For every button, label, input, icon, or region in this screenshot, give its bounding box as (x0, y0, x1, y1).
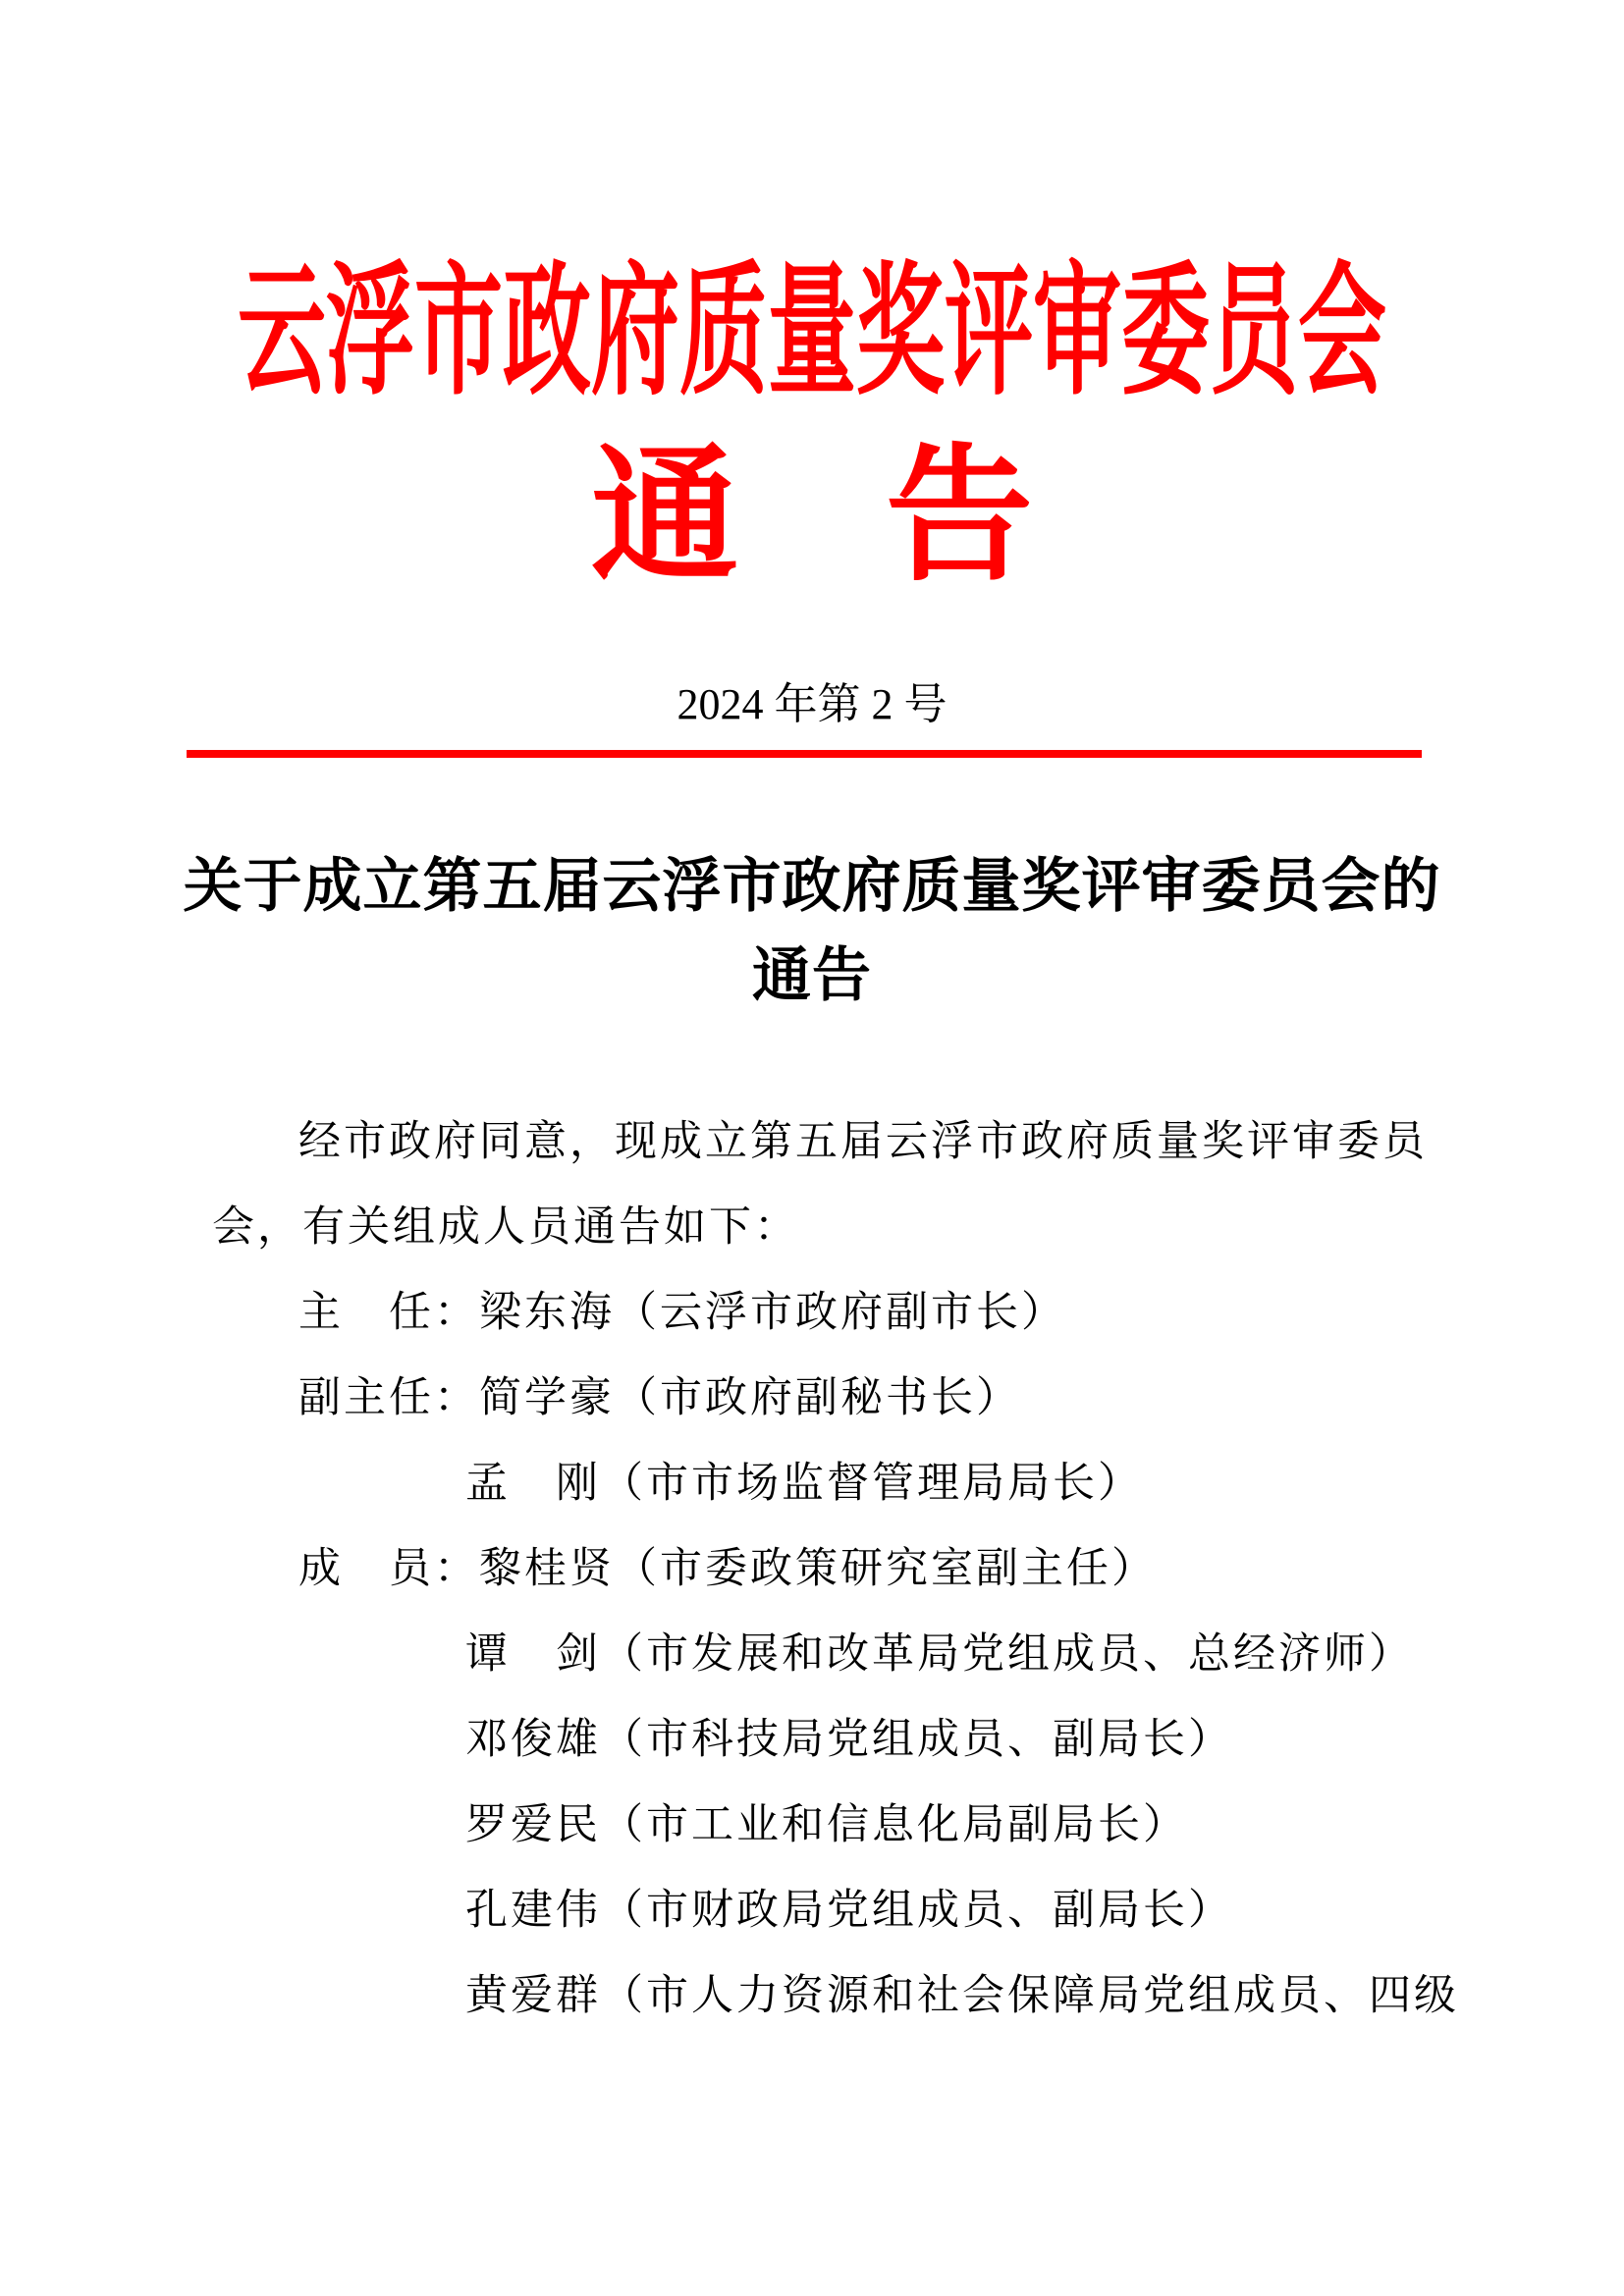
body-line-paragraph-start: 经市政府同意，现成立第五届云浮市政府质量奖评审委员 (298, 1119, 1428, 1165)
notice-title-line2: 通告 (752, 943, 872, 1008)
masthead-doc-type: 通 告 (590, 436, 1033, 599)
body-line-paragraph-wrap: 会，有关组成人员通告如下： (212, 1204, 799, 1251)
member-line-member-6: 黄爱群（市人力资源和社会保障局党组成员、四级 (465, 1973, 1459, 2019)
member-line-deputy-director-2: 孟 刚（市市场监督管理局局长） (465, 1461, 1143, 1507)
masthead-org-name: 云浮市政府质量奖评审委员会 (238, 254, 1386, 413)
member-line-member-4: 罗爱民（市工业和信息化局副局长） (465, 1802, 1188, 1848)
doc-number: 2024 年第 2 号 (677, 680, 947, 728)
notice-body (212, 1099, 1459, 2039)
member-line-member-3: 邓俊雄（市科技局党组成员、副局长） (465, 1717, 1233, 1763)
notice-title-line1: 关于成立第五届云浮市政府质量奖评审委员会的 (183, 854, 1441, 919)
member-line-member-5: 孔建伟（市财政局党组成员、副局长） (465, 1888, 1233, 1934)
red-divider-line (187, 750, 1422, 758)
notice-title (0, 842, 1624, 1021)
member-line-member-2: 谭 剑（市发展和改革局党组成员、总经济师） (465, 1631, 1414, 1678)
member-line-director: 主 任：梁东海（云浮市政府副市长） (298, 1290, 1066, 1336)
member-line-deputy-director: 副主任：简学豪（市政府副秘书长） (298, 1375, 1021, 1421)
member-line-member-1: 成 员：黎桂贤（市委政策研究室副主任） (298, 1546, 1157, 1592)
